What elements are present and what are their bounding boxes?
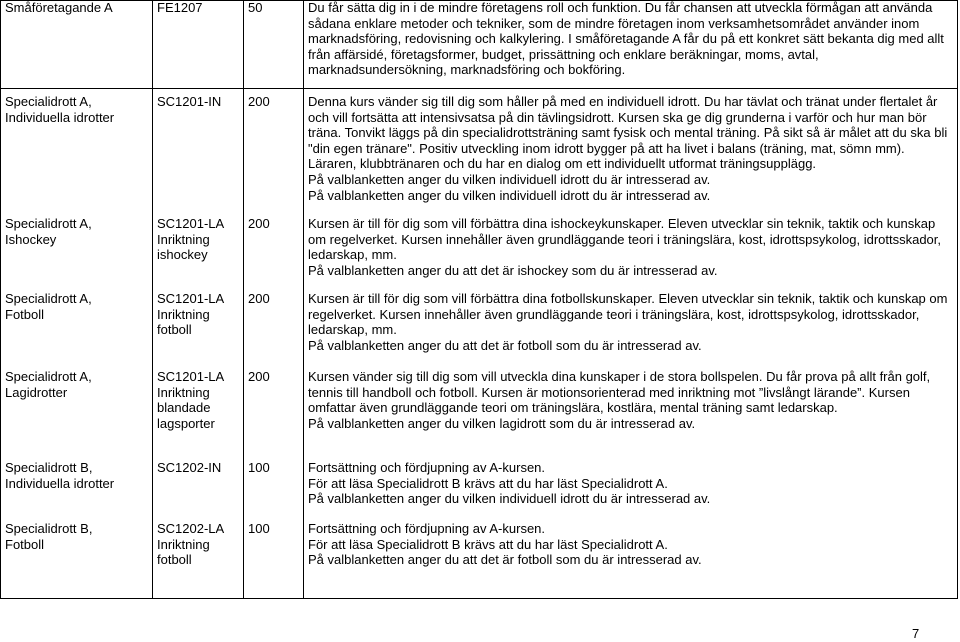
course-code-line: FE1207 <box>157 0 203 15</box>
course-description-line: marknadsundersökning, marknadsföring och bokföring. <box>308 62 626 78</box>
course-name-line: Småföretagande A <box>5 0 113 15</box>
course-description <box>308 94 947 203</box>
course-description-line: Kursen är till för dig som vill förbättra dina fotbollskunskaper. Eleven utvecklar sin teknik, taktik och kunskap om <box>308 291 948 306</box>
course-description-line: På valblanketten anger du vilken lagidrott som du är intresserad av. <box>308 415 696 431</box>
course-description-line: "din egen tränare". Positiv utveckling inom idrott bygger på att ha livet i balans (träning, mat, sömn mm). <box>308 140 905 156</box>
course-code <box>157 369 224 431</box>
course-code-line: SC1201-LA <box>157 291 225 306</box>
course-name <box>5 369 92 400</box>
column-divider <box>303 1 304 598</box>
course-name <box>5 216 92 247</box>
course-description <box>308 460 710 507</box>
course-points: 200 <box>248 94 270 109</box>
course-points: 200 <box>248 291 270 306</box>
course-name-line: Individuella idrotter <box>5 109 115 125</box>
course-description-line: På valblanketten anger du att det är fotboll som du är intresserad av. <box>308 337 702 353</box>
course-code-line: fotboll <box>157 322 192 338</box>
course-points: 100 <box>248 521 270 536</box>
course-description-line: omfattar även grundläggande teori om träningslära, kostlära, mental träning samt ledarskap. <box>308 400 838 416</box>
row-divider <box>1 88 957 89</box>
course-points: 100 <box>248 460 270 475</box>
course-description-line: På valblanketten anger du vilken individuell idrott du är intresserad av. <box>308 491 711 507</box>
course-row <box>0 521 958 568</box>
course-description-line: regelverket. Kursen innehåller även grundläggande teori i träningslära, kost, idrottspsykolog, idrottsskador, <box>308 306 920 322</box>
course-points: 200 <box>248 369 270 384</box>
course-description-line: om regelverket. Kursen innehåller även grundläggande teori i träningslära, kost, idrottspsykolog, idrottsskador, <box>308 231 942 247</box>
course-description <box>308 216 941 278</box>
course-code-line: SC1202-IN <box>157 460 222 475</box>
course-name <box>5 291 92 322</box>
course-code-line: SC1201-LA <box>157 216 225 231</box>
course-description-line: På valblanketten anger du att det är fotboll som du är intresserad av. <box>308 552 702 568</box>
course-code <box>157 216 224 263</box>
course-code-line: Inriktning <box>157 384 210 400</box>
course-code-line: SC1201-LA <box>157 369 225 384</box>
course-description-line: träna. Tonvikt läggs på din specialidrottsträning samt fysisk och mental träning. På sikt så är målet att du ska bli <box>308 125 948 141</box>
course-code-line: Inriktning <box>157 306 210 322</box>
course-row <box>0 0 958 78</box>
course-description-line: På valblanketten anger du att det är ishockey som du är intresserad av. <box>308 262 718 278</box>
course-code-line: fotboll <box>157 552 192 568</box>
course-name-line: Specialidrott A, <box>5 216 92 231</box>
course-description-line: Du får sätta dig in i de mindre företagens roll och funktion. Du får chansen att utveckla förmågan att använda <box>308 0 933 15</box>
course-description-line: Fortsättning och fördjupning av A-kursen. <box>308 460 546 475</box>
column-divider <box>152 1 153 598</box>
course-description-line: från affärsidé, företagsformer, budget, prissättning och enklare beräkningar, moms, avtal, <box>308 46 819 62</box>
course-name <box>5 521 92 552</box>
course-code-line: SC1202-LA <box>157 521 225 536</box>
course-code-line: lagsporter <box>157 415 215 431</box>
course-name <box>5 94 114 125</box>
course-code <box>157 521 224 568</box>
course-name-line: Lagidrotter <box>5 384 68 400</box>
course-row <box>0 94 958 203</box>
course-description-line: Kursen är till för dig som vill förbättra dina ishockeykunskaper. Eleven utvecklar sin teknik, taktik och kunskap <box>308 216 936 231</box>
course-code <box>157 291 224 338</box>
course-name-line: Specialidrott A, <box>5 369 92 384</box>
page-number: 7 <box>912 626 920 641</box>
course-description-line: Fortsättning och fördjupning av A-kursen. <box>308 521 546 536</box>
course-name-line: Specialidrott A, <box>5 94 92 109</box>
course-description <box>308 369 930 431</box>
course-code <box>157 0 203 16</box>
course-row <box>0 291 958 353</box>
course-code-line: ishockey <box>157 247 208 263</box>
course-description-line: På valblanketten anger du vilken individuell idrott du är intresserad av. <box>308 187 711 203</box>
course-code-line: Inriktning <box>157 536 210 552</box>
course-name-line: Specialidrott B, <box>5 521 93 536</box>
course-description-line: På valblanketten anger du vilken individuell idrott du är intresserad av. <box>308 171 711 187</box>
course-description-line: sådana enklare metoder och tekniker, som de mindre företagen inom verksamhetsområdet använder inom <box>308 15 920 31</box>
course-description-line: ledarskap, mm. <box>308 247 397 263</box>
course-name-line: Specialidrott A, <box>5 291 92 306</box>
course-code-line: Inriktning <box>157 231 210 247</box>
course-description-line: För att läsa Specialidrott B krävs att du har läst Specialidrott A. <box>308 475 668 491</box>
course-name <box>5 460 114 491</box>
course-code-line: blandade <box>157 400 211 416</box>
course-name-line: Ishockey <box>5 231 57 247</box>
course-points: 200 <box>248 216 270 231</box>
course-name <box>5 0 113 16</box>
column-divider <box>243 1 244 598</box>
course-row <box>0 369 958 431</box>
course-description-line: och vill fortsätta att intensivsatsa på din tävlingsidrott. Kursen ska ge dig grunderna i varför och hur man bör <box>308 109 927 125</box>
course-row <box>0 216 958 278</box>
course-description <box>308 0 944 78</box>
course-description-line: ledarskap, mm. <box>308 322 397 338</box>
course-description <box>308 291 947 353</box>
course-code <box>157 94 221 110</box>
course-row <box>0 460 958 507</box>
course-name-line: Fotboll <box>5 306 45 322</box>
course-description-line: För att läsa Specialidrott B krävs att du har läst Specialidrott A. <box>308 536 668 552</box>
course-points: 50 <box>248 0 263 15</box>
course-description-line: marknadsföring, redovisning och kalkylering. I småföretagande A får du på ett konkret sätt bekanta dig med allt <box>308 31 944 47</box>
course-description-line: Denna kurs vänder sig till dig som håller på med en individuell idrott. Du har tävlat och tränat under flertalet år <box>308 94 938 109</box>
course-description-line: Kursen vänder sig till dig som vill utveckla dina kunskaper i de stora bollspelen. Du får prova på allt från golf, <box>308 369 931 384</box>
course-description-line: Läraren, klubbtränaren och du har en dialog om ett individuellt utformat träningsupplägg. <box>308 156 817 172</box>
course-name-line: Specialidrott B, <box>5 460 93 475</box>
course-name-line: Individuella idrotter <box>5 475 115 491</box>
course-code-line: SC1201-IN <box>157 94 222 109</box>
course-description-line: tennis till handboll och fotboll. Kursen är motionsorienterad med inriktning mot ”livslångt lärande”. Kursen <box>308 384 910 400</box>
course-description <box>308 521 702 568</box>
course-code <box>157 460 221 476</box>
course-name-line: Fotboll <box>5 536 45 552</box>
